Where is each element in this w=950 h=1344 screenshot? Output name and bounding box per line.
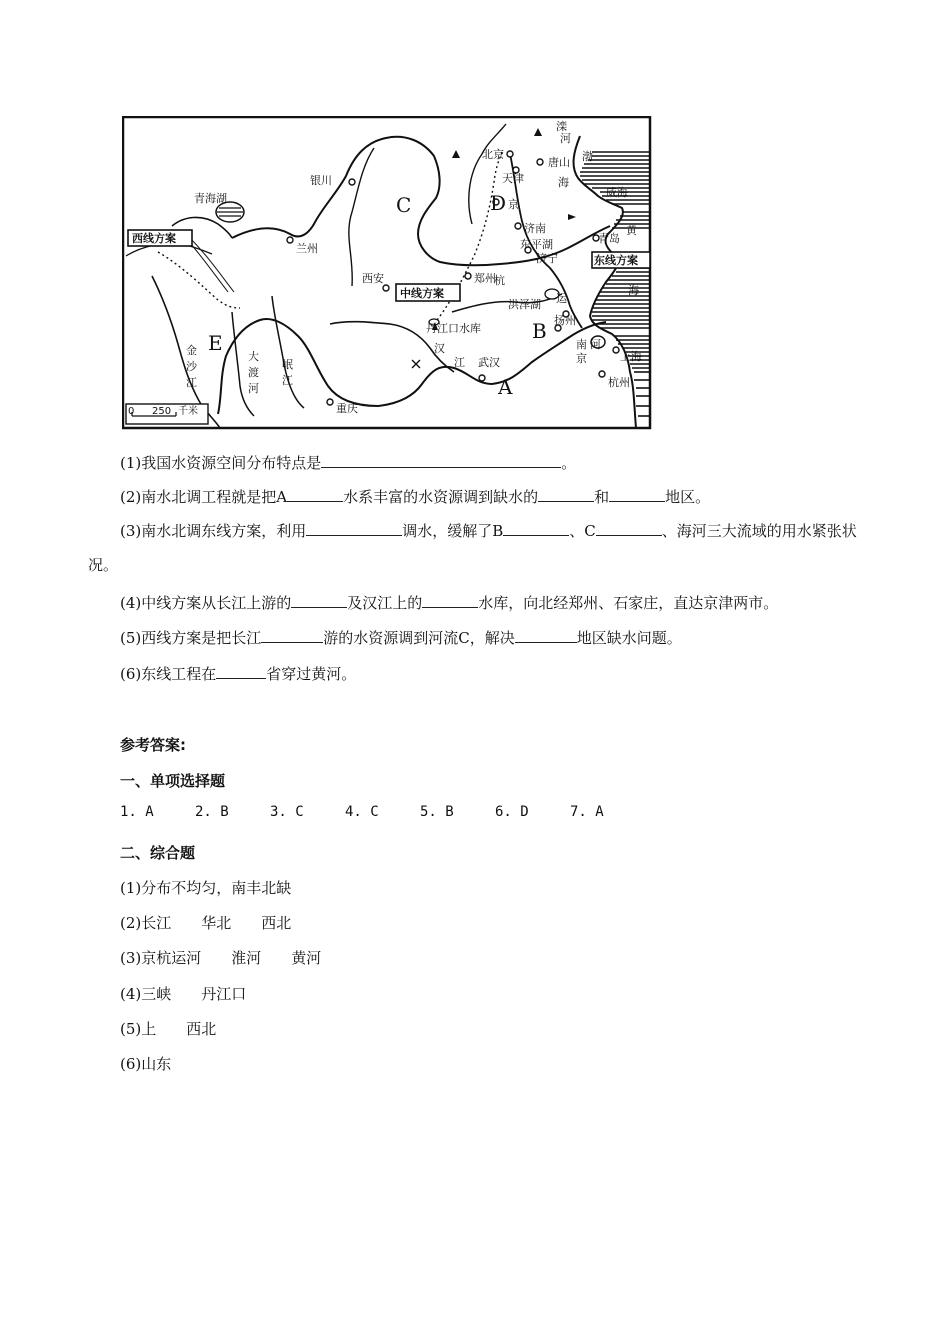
answer-blank[interactable]: [538, 486, 594, 502]
map-label-shanghai: 上海: [620, 350, 642, 363]
map-label-daduhe-3: 河: [248, 382, 259, 395]
question-5-part: 游的水资源调到河流C，解决: [323, 629, 515, 647]
map-label-minjiang-1: 岷: [282, 358, 293, 371]
east-route-label: 东线方案: [594, 254, 638, 267]
answer-line: (2)长江 华北 西北: [120, 914, 292, 932]
answer-line: (1)分布不均匀，南丰北缺: [120, 879, 292, 897]
map-label-zhengzhou: 郑州: [474, 272, 496, 285]
map-label-hang: 杭: [494, 274, 505, 287]
map-label-nanjing-2: 京: [576, 352, 587, 365]
map-label-bohai-2: 海: [558, 176, 569, 189]
city-hangzhou: [599, 371, 605, 377]
map-label-chongqing: 重庆: [336, 402, 358, 415]
map-label-qingdao: 青岛: [598, 232, 620, 245]
map-label-jinshajiang-1: 金: [186, 344, 197, 357]
question-3-part: (3)南水北调东线方案，利用: [120, 522, 307, 540]
map-label-hangzhou: 杭州: [608, 376, 630, 389]
answer-blank[interactable]: [503, 520, 569, 536]
city-beijing: [507, 151, 513, 157]
map-letter-a: A: [498, 375, 513, 399]
scale-unit: 千米: [178, 406, 198, 417]
scale-value: 250: [152, 406, 172, 417]
answer-blank[interactable]: [287, 486, 343, 502]
section-2-heading: 二、综合题: [120, 844, 196, 862]
mc-answer: 4. C: [345, 804, 379, 820]
city-zhengzhou: [465, 273, 471, 279]
mc-answer: 6. D: [495, 804, 529, 820]
question-3-part: 、海河三大流域的用水紧张状况。: [88, 522, 857, 574]
answer-blank[interactable]: [216, 663, 266, 679]
city-shanghai: [613, 347, 619, 353]
question-5: [120, 627, 682, 648]
map-frame: [123, 117, 650, 428]
question-1-text: (1)我国水资源空间分布特点是: [120, 454, 322, 472]
answer-blank[interactable]: [596, 520, 662, 536]
map-label-bohai-1: 渤: [582, 150, 593, 163]
question-1-end: 。: [561, 454, 577, 472]
map-label-huang: 黄: [626, 224, 637, 237]
map-label-beijing: 北京: [482, 148, 504, 161]
middle-route-label: 中线方案: [400, 287, 444, 300]
map-label-yun: 运: [556, 292, 567, 305]
mc-answer: 1. A: [120, 804, 154, 820]
map-label-yangzhou: 扬州: [554, 314, 576, 327]
answer-line: (5)上 西北: [120, 1020, 217, 1038]
answer-blank[interactable]: [261, 627, 323, 643]
map-label-han: 汉: [434, 342, 445, 355]
question-2-part: 地区。: [665, 488, 711, 506]
city-tangshan: [537, 159, 543, 165]
map-label-jing: 京: [508, 198, 519, 211]
mc-answer: 5. B: [420, 804, 454, 820]
question-2: [120, 486, 710, 507]
question-6: [120, 663, 356, 684]
map-label-jiang: 江: [454, 356, 465, 369]
map-label-danjiangkou: 丹江口水库: [426, 322, 481, 335]
map-letter-e: E: [208, 331, 223, 355]
map-label-qinghai-lake: 青海湖: [194, 192, 227, 205]
scale-zero: 0: [128, 406, 135, 417]
city-wuhan: [479, 375, 485, 381]
question-5-part: 地区缺水问题。: [576, 629, 682, 647]
question-2-part: 和: [594, 488, 610, 506]
answer-blank[interactable]: [422, 592, 478, 608]
answer-blank[interactable]: [515, 627, 577, 643]
map-label-luanhe-1: 滦: [556, 120, 567, 133]
map-label-dongpinghu: 东平湖: [520, 238, 553, 251]
map-label-tianjin: 天津: [502, 172, 524, 185]
map-label-daduhe-1: 大: [248, 350, 259, 363]
west-route-label: 西线方案: [132, 232, 176, 245]
map-letter-d: D: [490, 191, 507, 215]
mc-answer: 7. A: [570, 804, 604, 820]
city-lanzhou: [287, 237, 293, 243]
south-north-water-diversion-map: [122, 116, 652, 430]
question-6-part: (6)东线工程在: [120, 665, 217, 683]
answer-blank[interactable]: [306, 520, 402, 536]
map-label-jinshajiang-2: 沙: [186, 360, 197, 373]
city-chongqing: [327, 399, 333, 405]
question-4-part: 及汉江上的: [347, 594, 423, 612]
question-3-part: 、C: [569, 522, 596, 540]
question-4-part: 水库，向北经郑州、石家庄，直达京津两市。: [478, 594, 779, 612]
answer-line: (3)京杭运河 淮河 黄河: [120, 949, 322, 967]
map-label-daduhe-2: 渡: [248, 366, 259, 379]
city-jinan: [515, 223, 521, 229]
mc-answer: 2. B: [195, 804, 229, 820]
question-1: [120, 452, 576, 473]
city-xian: [383, 285, 389, 291]
map-label-he: 河: [590, 338, 601, 351]
question-2-part: 水系丰富的水资源调到缺水的: [343, 488, 539, 506]
map-label-jinshajiang-3: 江: [186, 376, 197, 389]
map-label-yinchuan: 银川: [310, 174, 332, 187]
answer-blank[interactable]: [609, 486, 665, 502]
question-6-part: 省穿过黄河。: [266, 665, 357, 683]
question-3-part: 调水，缓解了B: [402, 522, 504, 540]
map-label-xian: 西安: [362, 272, 384, 285]
answer-line: (6)山东: [120, 1055, 172, 1073]
map-label-jining: 济宁: [536, 252, 558, 265]
city-yinchuan: [349, 179, 355, 185]
answers-title: 参考答案:: [120, 736, 186, 754]
question-3: [88, 514, 878, 582]
map-label-wuhan: 武汉: [478, 356, 500, 369]
multiple-choice-answers: [120, 804, 645, 820]
question-4: [120, 592, 778, 613]
map-label-luanhe-2: 河: [560, 132, 571, 145]
section-1-heading: 一、单项选择题: [120, 772, 226, 790]
map-label-lanzhou: 兰州: [296, 242, 318, 255]
question-5-part: (5)西线方案是把长江: [120, 629, 262, 647]
answer-blank[interactable]: [321, 452, 561, 468]
mc-answer: 3. C: [270, 804, 304, 820]
answer-blank[interactable]: [291, 592, 347, 608]
map-label-jinan: 济南: [524, 222, 546, 235]
question-2-part: (2)南水北调工程就是把A: [120, 488, 288, 506]
map-letter-b: B: [532, 319, 547, 343]
map-label-hongzehu: 洪泽湖: [508, 298, 541, 311]
answer-line: (4)三峡 丹江口: [120, 985, 247, 1003]
map-letter-c: C: [396, 193, 412, 217]
map-label-hai: 海: [628, 284, 639, 297]
question-4-part: (4)中线方案从长江上游的: [120, 594, 292, 612]
map-label-minjiang-2: 江: [282, 374, 293, 387]
map-label-tangshan: 唐山: [548, 156, 570, 169]
map-label-weihai: 威海: [606, 186, 628, 199]
map-label-nanjing-1: 南: [576, 338, 587, 351]
